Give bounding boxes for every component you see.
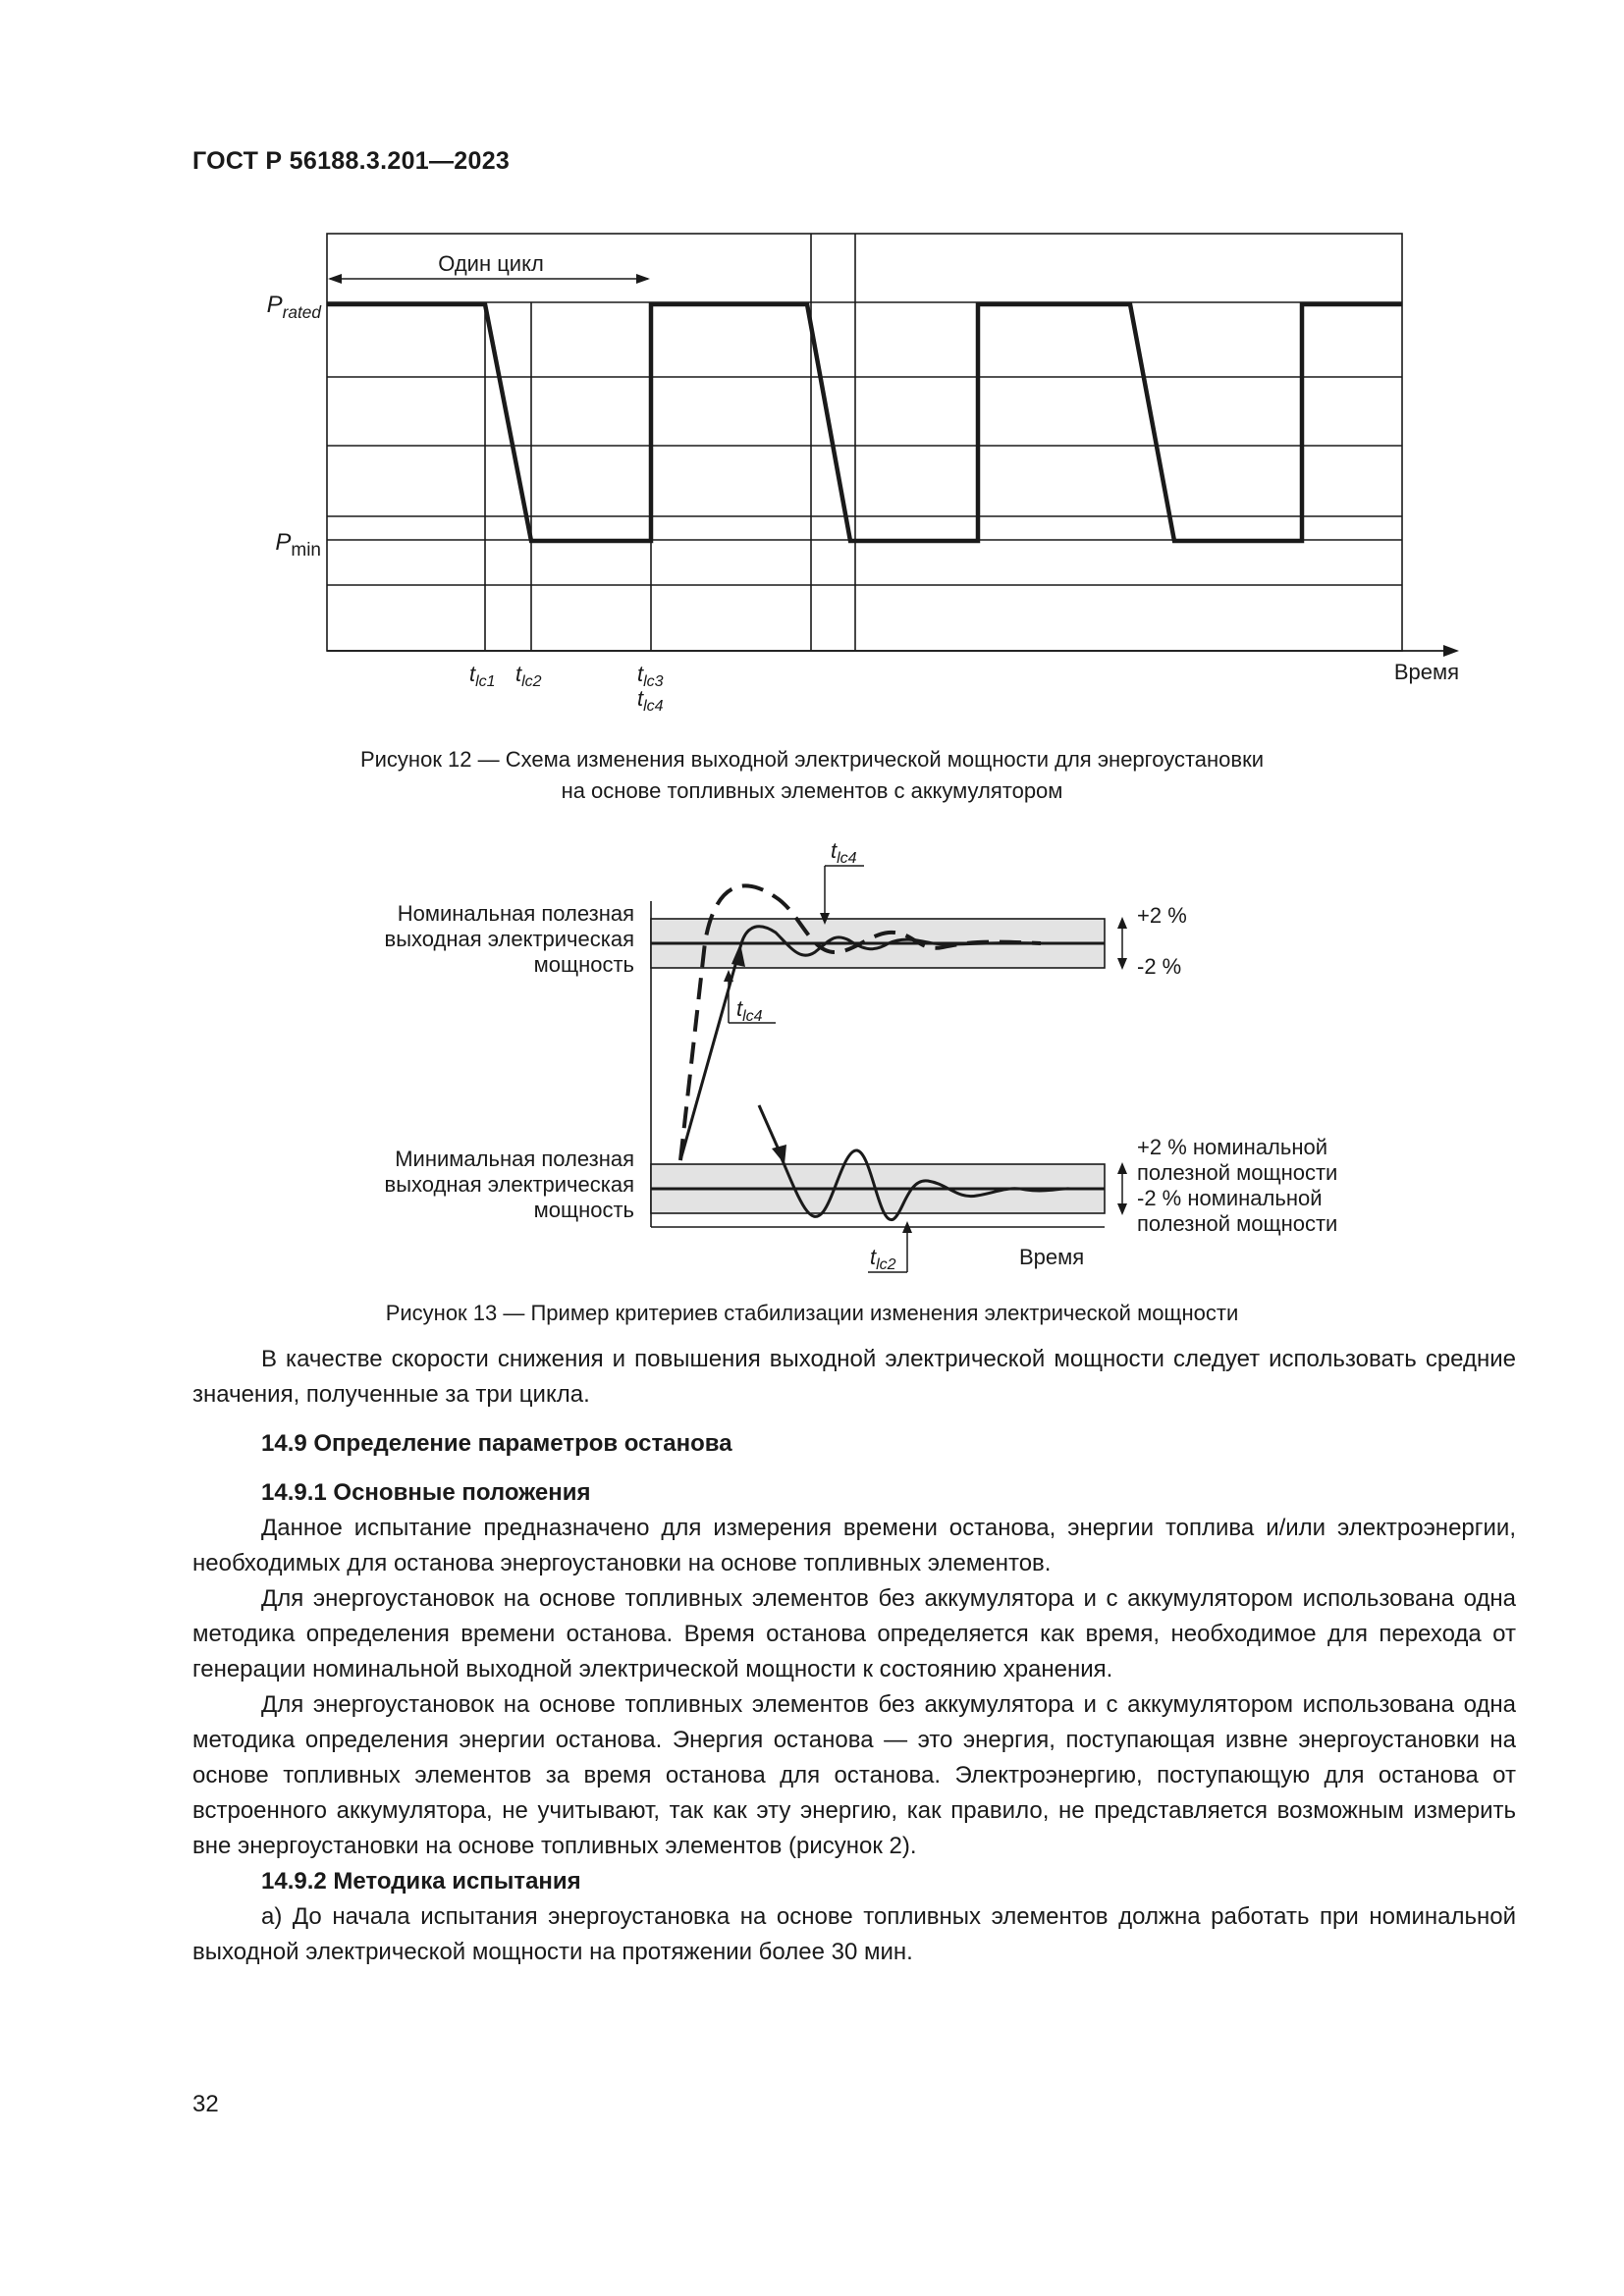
fig12-tick-tlc4: $t_{lc4}$ [637, 686, 664, 715]
figure-13-caption: Рисунок 13 — Пример критериев стабилизации изменения электрической мощности [385, 1301, 1239, 1325]
fig13-lower-band-2: полезной мощности [1137, 1160, 1338, 1185]
fig12-cycle-arrow-left [328, 274, 342, 284]
fig13-lower-band-1: +2 % номинальной [1137, 1135, 1328, 1159]
fig13-upper-label-1: Номинальная полезная [397, 901, 634, 926]
fig13-lower-band-4: полезной мощности [1137, 1211, 1338, 1236]
paragraph-4: Для энергоустановок на основе топливных элементов без аккумулятора и с аккумулятором использована одна методика определения энергии останова. Энергия останова — это энергия, поступающая извне энергоустановки на основе топливных элементов за время останова для останова. Электроэнергию, поступающую для останова от встроенного аккумулятора, не учитывают, так как эту энергию, как правило, не представляется возможным измерить вне энергоустановки на основе топливных элементов (рисунок 2). [192, 1691, 1516, 1859]
paragraph-1: В качестве скорости снижения и повышения выходной электрической мощности следует использовать средние значения, полученные за три цикла. [192, 1346, 1516, 1408]
fig12-tick-tlc1: $t_{lc1}$ [469, 662, 496, 690]
fig13-lower-label-2: выходная электрическая [384, 1172, 634, 1197]
fig12-y-label-min: $P_{min}$ [275, 529, 321, 561]
fig13-lower-band-3: -2 % номинальной [1137, 1186, 1323, 1210]
fig12-x-axis-arrow [1443, 645, 1459, 657]
paragraph-2: Данное испытание предназначено для измерения времени останова, энергии топлива и/или электроэнергии, необходимых для останова энергоустановки на основе топливных элементов. [192, 1515, 1516, 1576]
fig13-lower-label-1: Минимальная полезная [395, 1147, 634, 1171]
fig13-upper-band-marker-up [1117, 917, 1127, 929]
section-heading-14-9-1: 14.9.1 Основные положения [261, 1479, 591, 1506]
figure-12-caption-line2: на основе топливных элементов с аккумулятором [561, 778, 1063, 803]
fig12-power-curve [327, 304, 1402, 541]
fig12-grid [327, 234, 1402, 651]
figure-13-diagram [0, 815, 1624, 1325]
paragraph-3: Для энергоустановок на основе топливных элементов без аккумулятора и с аккумулятором использована одна методика определения времени останова. Время останова определяется как время, необходимое для перехода от генерации номинальной выходной электрической мощности к состоянию хранения. [192, 1585, 1516, 1682]
fig12-x-label: Время [1393, 660, 1459, 684]
fig13-t-bottom: $t_{lc2}$ [870, 1245, 896, 1273]
fig13-upper-plus: +2 % [1137, 903, 1187, 928]
fig13-upper-band-marker-down [1117, 958, 1127, 970]
figure-12-caption-line1: Рисунок 12 — Схема изменения выходной электрической мощности для энергоустановки [359, 747, 1265, 772]
fig13-upper-minus: -2 % [1137, 954, 1182, 979]
fig12-tick-tlc3: $t_{lc3}$ [637, 662, 664, 690]
fig13-lower-label-3: мощность [533, 1198, 634, 1222]
body-text [192, 1342, 1516, 1970]
page-number: 32 [192, 2091, 219, 2117]
fig13-lower-band-marker-down [1117, 1203, 1127, 1215]
fig13-lower-band-marker-up [1117, 1162, 1127, 1174]
fig13-upper-label-2: выходная электрическая [384, 927, 634, 951]
fig13-t-mid: $t_{lc4}$ [736, 996, 763, 1025]
fig13-t-top: $t_{lc4}$ [831, 838, 857, 867]
fig12-y-label-rated: $P_{rated}$ [266, 292, 321, 322]
section-heading-14-9: 14.9 Определение параметров останова [261, 1430, 732, 1457]
fig12-tick-tlc2: $t_{lc2}$ [515, 662, 542, 690]
fig12-cycle-arrow-right [636, 274, 650, 284]
fig12-cycle-label: Один цикл [438, 251, 544, 276]
section-heading-14-9-2: 14.9.2 Методика испытания [261, 1868, 581, 1895]
document-header: ГОСТ Р 56188.3.201—2023 [192, 147, 511, 175]
fig13-x-label: Время [1019, 1245, 1085, 1269]
figure-12-caption [0, 744, 1624, 807]
fig13-upper-label-3: мощность [533, 952, 634, 977]
figure-12-diagram [0, 0, 1624, 736]
paragraph-5: а) До начала испытания энергоустановка на основе топливных элементов должна работать при номинальной выходной электрической мощности на протяжении более 30 мин. [192, 1903, 1516, 1965]
